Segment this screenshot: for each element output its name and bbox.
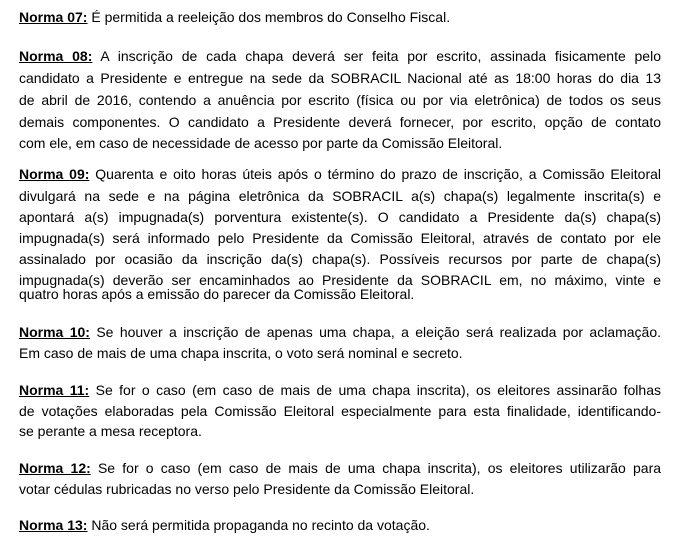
norm-line: de votações elaboradas pela Comissão Eleitoral especialmente para esta finalidade, identificando- xyxy=(19,403,661,419)
norm-text: A inscrição de cada chapa deverá ser feita por escrito, assinada fisicamente pelo xyxy=(92,48,661,64)
norm-line: se perante a mesa receptora. xyxy=(19,423,202,439)
norm-label: Norma 09: xyxy=(19,166,90,182)
norm-line: Em caso de mais de uma chapa inscrita, o voto será nominal e secreto. xyxy=(19,345,463,361)
norm-09 xyxy=(19,164,661,184)
norm-text: Quarenta e oito horas úteis após o término do prazo de inscrição, a Comissão Eleitoral xyxy=(89,166,661,182)
norm-text: Não será permitida propaganda no recinto da votação. xyxy=(87,517,430,533)
norm-10 xyxy=(19,322,661,342)
norm-08 xyxy=(19,46,661,66)
norm-text: Se for o caso (em caso de mais de uma chapa inscrita), os eleitores utilizarão para xyxy=(90,460,661,476)
norm-line: de abril de 2016, contendo a anuência por escrito (física ou por via eletrônica) de todos os seus xyxy=(19,92,661,108)
norm-line: impugnada(s) deverão ser encaminhados ao Presidente da SOBRACIL em, no máximo, vinte e xyxy=(19,272,661,288)
norm-text: Se for o caso (em caso de mais de uma chapa inscrita), os eleitores assinarão folhas xyxy=(89,382,661,398)
norm-line: apontará a(s) impugnada(s) porventura existente(s). O candidato a Presidente da(s) chapa(s) xyxy=(19,209,661,225)
norm-label: Norma 07: xyxy=(19,9,88,25)
norm-13 xyxy=(19,515,661,535)
norm-label: Norma 10: xyxy=(19,324,90,340)
norm-line: com ele, em caso de necessidade de acesso por parte da Comissão Eleitoral. xyxy=(19,135,503,151)
norm-line: demais componentes. O candidato a Presidente deverá fornecer, por escrito, opção de contato xyxy=(19,114,661,130)
norm-label: Norma 12: xyxy=(19,460,91,476)
norm-line: votar cédulas rubricadas no verso pelo Presidente da Comissão Eleitoral. xyxy=(19,481,475,497)
norm-text: É permitida a reeleição dos membros do Conselho Fiscal. xyxy=(87,9,451,25)
norm-label: Norma 08: xyxy=(19,48,93,64)
norm-line: candidato a Presidente e entregue na sede da SOBRACIL Nacional até as 18:00 horas do dia 13 xyxy=(19,70,661,86)
norm-line: assinalado por ocasião da inscrição da(s) chapa(s). Possíveis recursos por parte de chapa(s) xyxy=(19,251,661,267)
norm-label: Norma 11: xyxy=(19,382,90,398)
norm-11 xyxy=(19,380,661,400)
norm-text: Se houver a inscrição de apenas uma chapa, a eleição será realizada por aclamação. xyxy=(89,324,661,340)
norm-line: impugnada(s) será informado pelo Presidente da Comissão Eleitoral, através de contato por ele xyxy=(19,230,661,246)
norm-12 xyxy=(19,458,661,478)
norm-line: quatro horas após a emissão do parecer da Comissão Eleitoral. xyxy=(19,286,415,302)
norm-label: Norma 13: xyxy=(19,517,88,533)
norm-line: divulgará na sede e na página eletrônica da SOBRACIL a(s) chapa(s) legalmente inscrita(s) e xyxy=(19,188,661,204)
norm-07 xyxy=(19,7,661,27)
